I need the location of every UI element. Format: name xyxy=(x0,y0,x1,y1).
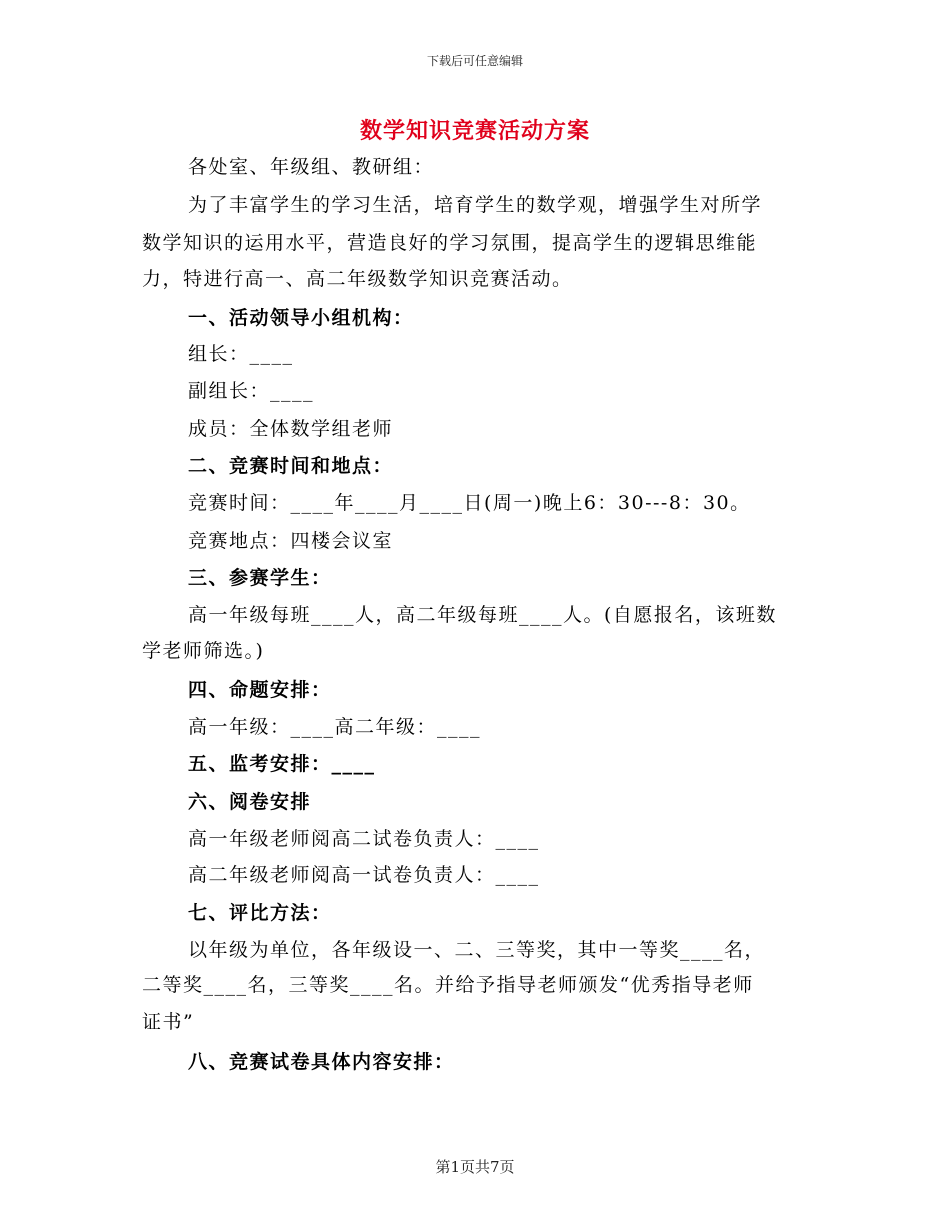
members-line: 成员：全体数学组老师 xyxy=(188,418,394,440)
competition-time-line: 竞赛时间：____年____月____日(周一)晚上6：30---8：30。 xyxy=(188,492,751,514)
grading-line-2: 高二年级老师阅高一试卷负责人：____ xyxy=(188,864,540,886)
group-leader-line: 组长：____ xyxy=(188,343,294,365)
award-line-3: 证书” xyxy=(142,1011,195,1033)
participants-line-2: 学老师筛选。) xyxy=(142,640,265,662)
document-title: 数学知识竞赛活动方案 xyxy=(359,118,590,144)
grading-line-1: 高一年级老师阅高二试卷负责人：____ xyxy=(188,828,540,850)
deputy-leader-line: 副组长：____ xyxy=(188,380,315,402)
section-heading-1: 一、活动领导小组机构： xyxy=(188,307,414,329)
participants-line-1: 高一年级每班____人，高二年级每班____人。(自愿报名，该班数 xyxy=(188,604,777,626)
intro-line-3: 力，特进行高一、高二年级数学知识竞赛活动。 xyxy=(142,268,573,290)
question-setting-line: 高一年级：____高二年级：____ xyxy=(188,716,482,738)
section-heading-5: 五、监考安排：____ xyxy=(188,753,376,775)
section-heading-4: 四、命题安排： xyxy=(188,679,332,701)
section-heading-7: 七、评比方法： xyxy=(188,902,332,924)
page-footer: 第1页共7页 xyxy=(435,1158,515,1176)
salutation: 各处室、年级组、教研组： xyxy=(188,156,435,178)
intro-line-1: 为了丰富学生的学习生活，培育学生的数学观，增强学生对所学 xyxy=(188,194,763,216)
intro-line-2: 数学知识的运用水平，营造良好的学习氛围，提高学生的逻辑思维能 xyxy=(142,232,758,254)
page-header: 下载后可任意编辑 xyxy=(426,54,523,68)
section-heading-2: 二、竞赛时间和地点： xyxy=(188,455,394,477)
competition-place-line: 竞赛地点：四楼会议室 xyxy=(188,530,394,552)
award-line-2: 二等奖____名，三等奖____名。并给予指导老师颁发“优秀指导老师 xyxy=(142,974,754,996)
award-line-1: 以年级为单位，各年级设一、二、三等奖，其中一等奖____名， xyxy=(188,939,766,961)
section-heading-3: 三、参赛学生： xyxy=(188,567,332,589)
section-heading-6: 六、阅卷安排 xyxy=(188,791,312,813)
section-heading-8: 八、竞赛试卷具体内容安排： xyxy=(188,1051,455,1073)
